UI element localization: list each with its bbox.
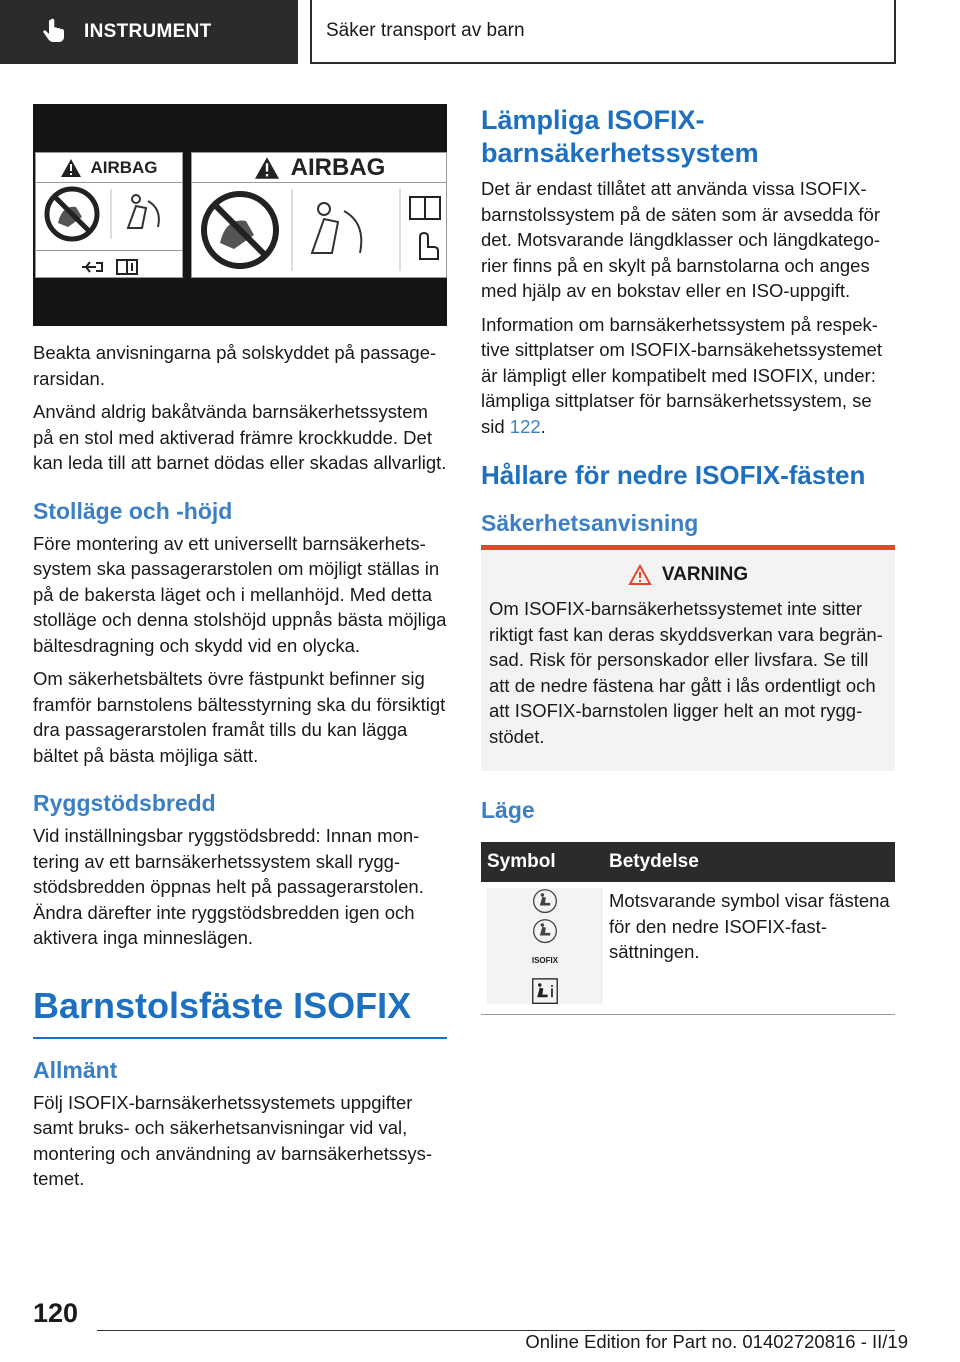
- heading-hallare: Hållare för nedre ISOFIX-fästen: [481, 460, 866, 490]
- airbag-label-small: [35, 152, 183, 278]
- warning-triangle-icon: [60, 158, 82, 178]
- isofix-seat-circle-icon: [530, 918, 560, 944]
- column-header-meaning: Betydelse: [603, 842, 895, 882]
- isofix-symbols: [487, 888, 603, 1004]
- page-reference-link[interactable]: 122: [509, 415, 541, 437]
- warning-title: VARNING: [661, 564, 749, 585]
- pointing-hand-icon: [40, 18, 68, 46]
- heading-ryggstodsbredd: Ryggstödsbredd: [33, 790, 216, 816]
- paragraph: Information om barnsäkerhetssystem på respektive sittplatser om ISOFIX-barnsäkehetssystemet är lämpligt eller kompatibelt med ISOFIX, under: lämpliga sittplatser för barnsäkerhetssystem, se sid 122.: [481, 313, 882, 437]
- paragraph: Vid inställningsbar ryggstödsbredd: Innan montering av ett barnsäkerhetssystem skall ryggstödsbredden öppnas helt på passagerarstolen. Ändra därefter inte ryggstödsbredden igen och aktivera inga minneslägen.: [33, 825, 424, 948]
- paragraph: Det är endast tillåtet att använda vissa ISOFIX-barnstolssystem på de säten som är avsedda för det. Motsvarande längdklasser och längdkategorier finns på en skylt på barnstolarna och anges med hjälp av en bokstav eller en ISO-uppgift.: [481, 178, 881, 301]
- chapter-title: Säker transport av barn: [326, 20, 525, 41]
- symbol-meaning: Motsvarande symbol visar fästena för den nedre ISOFIX-fastsättningen.: [603, 882, 895, 1015]
- heading-lampliga-isofix: Lämpliga ISOFIX-barnsäkerhetssystem: [481, 105, 759, 168]
- pointing-hand-icon: [80, 259, 106, 275]
- edition-note: Online Edition for Part no. 01402720816 - II/19: [525, 1331, 908, 1352]
- isofix-seat-circle-icon: [530, 888, 560, 914]
- isofix-seat-info-icon: [530, 978, 560, 1004]
- heading-barnstolsfaste-isofix: Barnstolsfäste ISOFIX: [33, 985, 447, 1039]
- warning-triangle-icon: [253, 156, 281, 180]
- column-header-symbol: Symbol: [481, 842, 603, 882]
- paragraph: Använd aldrig bakåtvända barnsäkerhetssystem på en stol med aktiverad främre krockkudde. Det kan leda till att barnet dödas eller skadas allvarligt.: [33, 401, 447, 473]
- paragraph: Om säkerhetsbältets övre fästpunkt befinner sig framför barnstolens bältesstyrning ska du försiktigt dra passagerarstolen framåt tills du kan lägga bältet på bästa möjliga sätt.: [33, 668, 446, 766]
- section-title: INSTRUMENT: [84, 21, 212, 42]
- paragraph: Före montering av ett universellt barnsäkerhetssystem ska passagerarstolen om möjligt ställas in på de bakersta läget och i mellanhöjd. Med detta stolläge och denna stolshöjd uppnås bästa möjliga bältesdragning och skydd vid en olycka.: [33, 532, 447, 656]
- airbag-label-photo: [33, 104, 447, 326]
- airbag-label-small-title: AIRBAG: [90, 157, 158, 177]
- no-rear-facing-seat-icon: [36, 183, 184, 245]
- heading-allmant: Allmänt: [33, 1056, 118, 1083]
- section-tab: [0, 0, 298, 64]
- symbol-table: [481, 842, 895, 1015]
- left-column: [33, 104, 447, 1200]
- page-number: 120: [33, 1298, 79, 1328]
- isofix-tag: ISOFIX: [531, 956, 559, 966]
- warning-text: Om ISOFIX-barnsäkerhetssystemet inte sitter riktigt fast kan deras skyddsverkan vara begränsad. Risk för personskador eller livsfara. Se till att de nedre fästena har gått i lås ordentligt och att ISOFIX-barnstolen ligger helt an mot ryggstödet.: [489, 598, 883, 747]
- right-column: [481, 104, 895, 1015]
- heading-lage: Läge: [481, 797, 535, 823]
- table-row: [481, 882, 895, 1015]
- heading-stollage: Stolläge och -höjd: [33, 497, 233, 524]
- paragraph: Beakta anvisningarna på solskyddet på passagerarsidan.: [33, 342, 437, 389]
- warning-triangle-icon: [628, 564, 652, 586]
- airbag-label-large-title: AIRBAG: [290, 153, 386, 181]
- airbag-label-large: [191, 152, 447, 278]
- chapter-header: [310, 0, 896, 64]
- heading-sakerhetsanvisning: Säkerhetsanvisning: [481, 510, 699, 536]
- warning-box: [481, 545, 895, 771]
- paragraph: Följ ISOFIX-barnsäkerhetssystemets uppgifter samt bruks- och säkerhetsanvisningar vid val, montering och användning av barnsäkerhetssystemet.: [33, 1091, 433, 1189]
- book-info-icon: [116, 258, 138, 276]
- no-rear-facing-seat-large-icon: [192, 183, 448, 277]
